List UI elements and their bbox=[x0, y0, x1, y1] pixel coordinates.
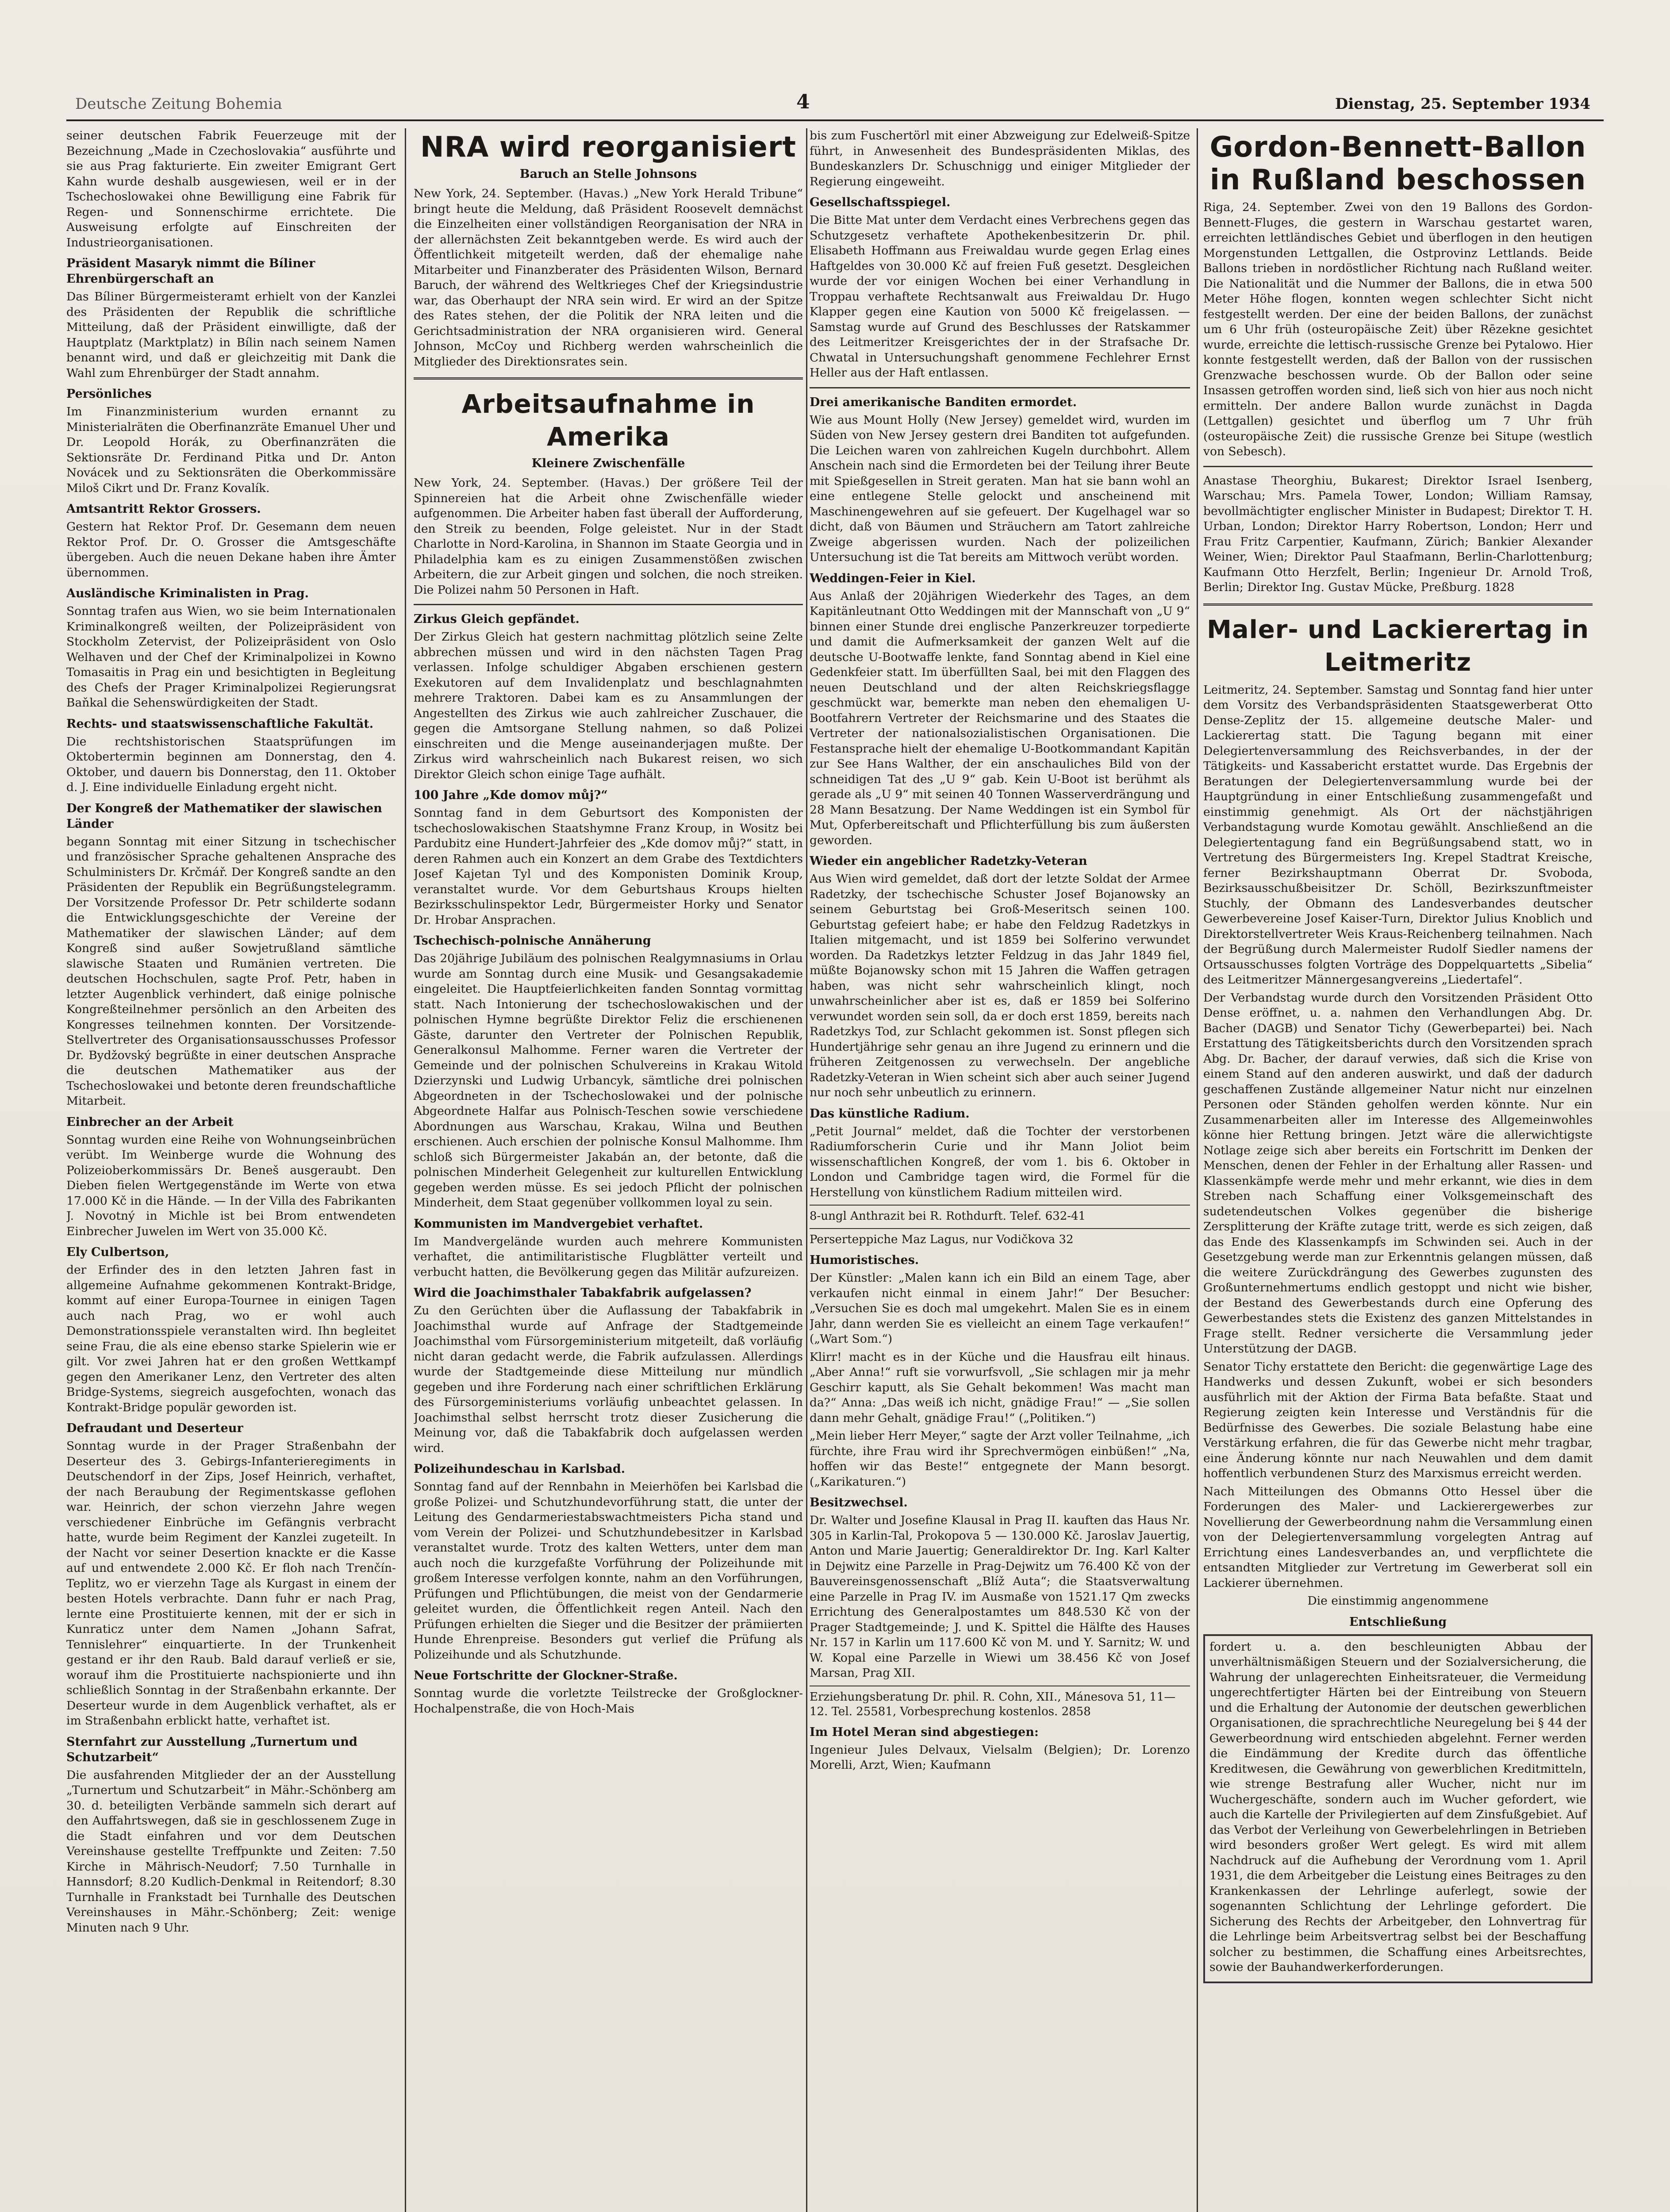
article-heading: Drei amerikanische Banditen ermordet. bbox=[810, 395, 1077, 409]
article-text: Aus Wien wird gemeldet, daß dort der letzte Soldat der Armee Radetzky, der tschechische Schuster Josef Bojanowsky an seinem Geburtstag bei Groß-Meseritsch seinen 100. Geburtstag gefeiert habe; er habe den Feldzug Radetzkys in Italien mitgemacht, und ist 1859 bei Solferino verwundet worden. Da Radetzkys letzter Feldzug in das Jahr 1849 fiel, müßte Bojanowsky schon mit 15 Jahren die Waffen getragen haben, was nicht sehr wahrscheinlich klingt, noch unwahrscheinlicher aber ist es, daß er 1859 bei Solferino verwundet worden sein soll, da er doch erst 1859, bereits nach Radetzkys Tod, zur Schlacht gekommen ist. Sonst pflegen sich Hundertjährige sehr genau an ihre Jugend zu erinnern und die früheren Zeitgenossen zu verwechseln. Der angebliche Radetzky-Veteran in Wien scheint sich aber auch seiner Jugend nur noch sehr unbeutlich zu erinnern. bbox=[810, 872, 1190, 1099]
article-heading: Das künstliche Radium. bbox=[810, 1106, 970, 1121]
article-heading: Ausländische Kriminalisten in Prag. bbox=[66, 587, 309, 600]
classified-ad: Erziehungsberatung Dr. phil. R. Cohn, XII., Mánesova 51, 11—12. Tel. 25581, Vorbesprechung kostenlos. 2858 bbox=[810, 1686, 1190, 1719]
article-heading: Zirkus Gleich gepfändet. bbox=[414, 612, 580, 626]
article-heading: Amtsantritt Rektor Grossers. bbox=[66, 502, 261, 516]
article-heading: Polizeihundeschau in Karlsbad. bbox=[414, 1462, 626, 1476]
headline: Maler- und Lackierertag in Leitmeritz bbox=[1207, 615, 1589, 677]
headline: NRA wird reorganisiert bbox=[420, 131, 796, 164]
article-text: Klirr! macht es in der Küche und die Hausfrau eilt hinaus. „Aber Anna!“ ruft sie vorwurfsvoll, „Sie schlagen mir ja mehr Geschirr kaputt, als Sie Gehalt bekommen! Was macht man da?“ Anna: „Das weiß ich nicht, gnädige Frau!“ — „Sie sollen dann mehr Gehalt, gnädige Frau!“ („Politiken.“) bbox=[810, 1350, 1190, 1425]
article-heading: Entschließung bbox=[1349, 1615, 1447, 1629]
article-text: Gestern hat Rektor Prof. Dr. Gesemann dem neuen Rektor Prof. Dr. O. Grosser die Amtsgeschäfte übergeben. Auch die neuen Dekane haben ihre Ämter übernommen. bbox=[66, 520, 396, 580]
article-text: Nach Mitteilungen des Obmanns Otto Hessel über die Forderungen des Maler- und Lackierergewerbes zur Novellierung der Gewerbeordnung nahm die Versammlung einen von der Delegiertenversammlung vorgelegten Antrag auf Errichtung eines Landesverbandes an, und verpflichtete die entsandten Mitglieder zur Vertretung im Gewerberat soll ein Lackierer übernehmen. bbox=[1203, 1484, 1593, 1590]
article-heading: Kommunisten im Mandvergebiet verhaftet. bbox=[414, 1217, 703, 1231]
article-text: Das Bíliner Bürgermeisteramt erhielt von der Kanzlei des Präsidenten der Republik die schriftliche Mitteilung, daß der Präsident einwilligte, daß der Hauptplatz (Marktplatz) in Bílin nach seinem Namen benannt wird, und daß er gleichzeitig mit Dank die Wahl zum Ehrenbürger der Stadt annahm. bbox=[66, 290, 396, 380]
article-text: Sonntag fand in dem Geburtsort des Komponisten der tschechoslowakischen Staatshymne Franz Kroup, in Wositz bei Pardubitz eine Hundert-Jahrfeier des „Kde domov můj?“ statt, in deren Rahmen auch ein Konzert an dem Grabe des Textdichters Josef Kajetan Tyl und des Komponisten Dominik Kroup, veranstaltet wurde. Vor dem Geburtshaus Kroups hielten Bezirksschulinspektor Ledr, Bürgermeister Horky und Senator Dr. Hrobar Ansprachen. bbox=[414, 806, 803, 927]
article-text: Ingenieur Jules Delvaux, Vielsalm (Belgien); Dr. Lorenzo Morelli, Arzt, Wien; Kaufmann bbox=[810, 1743, 1190, 1772]
article-text: Die rechtshistorischen Staatsprüfungen im Oktobertermin beginnen am Donnerstag, den 4. Oktober, und dauern bis Donnerstag, den 11. Oktober d. J. Eine individuelle Einladung ergeht nicht. bbox=[66, 734, 396, 794]
article-text: New York, 24. September. (Havas.) Der größere Teil der Spinnereien hat die Arbeit ohne Zwischenfälle wieder aufgenommen. Die Arbeiter haben fast überall der Aufforderung, den Streik zu beenden, Folge geleistet. Nur in der Stadt Charlotte in Nord-Karolina, in Shannon im Staate Georgia und in Philadelphia kam es zu einigen Zusammenstößen zwischen Arbeitern, die zur Arbeit gingen und solchen, die noch streiken. Die Polizei nahm 50 Personen in Haft. bbox=[414, 476, 803, 597]
column-1 bbox=[66, 128, 396, 2212]
article-text: begann Sonntag mit einer Sitzung in tschechischer und französischer Sprache gehaltenen Ansprache des Schulministers Dr. Krčmář. Der Kongreß sandte an den Präsidenten der Republik ein Begrüßungstelegramm. Der Vorsitzende Professor Dr. Petr schilderte sodann die Entwicklungsgeschichte der Vereine der Mathematiker der slawischen Länder; auf dem Kongreß sind außer Sowjetrußland sämtliche slawische Staaten und Rumänien vertreten. Die deutschen Hochschulen, sagte Prof. Petr, haben in letzter Augenblick verhindert, daß einige polnische Kongreßteilnehmer persönlich an den Arbeiten des Kongresses teilnehmen konnten. Der Vorsitzende-Stellvertreter des Organisationsausschusses Professor Dr. Bydžovský begrüßte in einer deutschen Ansprache die deutschen Mathematiker aus der Tschechoslowakei und betonte deren freundschaftliche Mitarbeit. bbox=[66, 834, 396, 1108]
page-number: 4 bbox=[796, 91, 810, 113]
article-heading: Tschechisch-polnische Annäherung bbox=[414, 934, 651, 948]
article-heading: Wird die Joachimsthaler Tabakfabrik aufgelassen? bbox=[414, 1286, 752, 1300]
column-4 bbox=[1203, 128, 1593, 2212]
article-text: seiner deutschen Fabrik Feuerzeuge mit der Bezeichnung „Made in Czechoslovakia“ ausführte und sie aus Prag fakturierte. Ein zweiter Emigrant Gert Kahn wurde deshalb ausgewiesen, weil er in der Tschechoslowakei ohne Bewilligung eine Fabrik für Regen- und Sonnenschirme errichtete. Die Ausweisung erfolgte auf Einschreiten der Industrieorganisationen. bbox=[66, 129, 396, 250]
section-rule bbox=[414, 377, 803, 380]
article-text: New York, 24. September. (Havas.) „New York Herald Tribune“ bringt heute die Meldung, daß Präsident Roosevelt demnächst die Einzelheiten einer vollständigen Reorganisation der NRA in der allernächsten Zeit bekanntgeben werde. Es wird auch der Öffentlichkeit mitgeteilt werden, daß der ehemalige nahe Mitarbeiter und Finanzberater des Präsidenten Wilson, Bernard Baruch, der während des Weltkrieges Chef der Kriegsindustrie war, das Oberhaupt der NRA sein wird. Er wird an der Spitze des Rates stehen, der die Politik der NRA leiten und die Gerichtsadministration der NRA organisieren wird. General Johnson, McCoy und Richberg werden wahrscheinlich die Mitglieder des Direktionsrates sein. bbox=[414, 187, 803, 369]
article-text: Der Verbandstag wurde durch den Vorsitzenden Präsident Otto Dense eröffnet, u. a. nahmen den Verhandlungen Abg. Dr. Bacher (DAGB) und Senator Tichy (Gewerbepartei) bei. Nach Erstattung des Tätigkeitsberichts durch den Vorsitzenden sprach Abg. Dr. Bacher, der darauf verwies, daß sich die Krise von einem Stand auf den anderen auswirkt, und daß der dadurch geschaffenen Zustände allgemeiner Natur nicht nur einzelnen Personen oder Ständen geholfen werden könnte. Nur ein Zusammenarbeiten aller im Interesse des Allgemeinwohles könne hier Rettung bringen. Jetzt wäre die allerwichtigste Notlage zeige sich aber bereits ein Fortschritt im Denken der Menschen, denen der Fehler in der Erhaltung aller Rassen- und Klassenkämpfe werde mehr und mehr erkannt, wie dies in dem Streben nach Schaffung einer Volksgemeinschaft des sudetendeutschen Volkes gegenüber die bisherige Zersplitterung der Kräfte zutage tritt, werde es sich zeigen, daß das Ende des Klassenkampfs im Schwinden sei. Auch in der Gesetzgebung werde man zur Erkenntnis gelangen müssen, daß die weitere Zurückdrängung des Gewerbes zugunsten des Großunternehmertums endlich gestoppt und nicht wie bisher, der Bestand des Gewerbestands durch eine Opferung des Gewerbestandes stets die Existenz des ganzen Mittelstandes in Frage stellt. Redner versicherte die Versammlung jeder Unterstützung der DAGB. bbox=[1203, 991, 1593, 1356]
classified-ad: 8-ungl Anthrazit bei R. Rothdurft. Telef. 632-41 bbox=[810, 1205, 1190, 1224]
masthead-left: Deutsche Zeitung Bohemia bbox=[75, 95, 282, 113]
article-heading: Persönliches bbox=[66, 387, 152, 401]
article-text: bis zum Fuschertörl mit einer Abzweigung zur Edelweiß-Spitze führt, in Anwesenheit des Bundespräsidenten Miklas, des Bundeskanzlers Dr. Schuschnigg und einiger Mitglieder der Regierung eingeweiht. bbox=[810, 129, 1190, 188]
article-text: Aus Anlaß der 20jährigen Wiederkehr des Tages, an dem Kapitänleutnant Otto Weddingen mit der Mannschaft von „U 9“ binnen einer Stunde drei englische Panzerkreuzer torpedierte und damit die Aufmerksamkeit der ganzen Welt auf die deutsche U-Bootwaffe lenkte, fand Sonntag abend in Kiel eine Gedenkfeier statt. Im überfüllten Saal, bei mit den Flaggen des neuen Deutschland und der alten Reichskriegsflagge geschmückt war, bemerkte man neben den ehemaligen U-Bootfahrern Vertreter der Reichsmarine und des Staates die Vertreter der nationalsozialistischen Organisationen. Die Festansprache hielt der ehemalige U-Bootkommandant Kapitän zur See Hans Walther, der ein anschauliches Bild von der schneidigen Tat des „U 9“ gab. Kein U-Boot ist berühmt als gerade als „U 9“ mit seinen 40 Tonnen Wasserverdrängung und 28 Mann Besatzung. Der Name Weddingen ist ein Symbol für Mut, Opferbereitschaft und Pflichterfüllung bis zum äußersten geworden. bbox=[810, 589, 1190, 847]
article-heading: Ely Culbertson, bbox=[66, 1245, 169, 1259]
section-rule bbox=[1203, 466, 1593, 467]
article-heading: Besitzwechsel. bbox=[810, 1496, 908, 1509]
article-heading: Weddingen-Feier in Kiel. bbox=[810, 571, 976, 585]
article-text: Der Künstler: „Malen kann ich ein Bild an einem Tage, aber verkaufen nicht einmal in einem Jahr!“ Der Besucher: „Versuchen Sie es doch mal umgekehrt. Malen Sie es in einem Jahr, dann werden Sie es vielleicht an einem Tage verkaufen!“ („Wart Som.“) bbox=[810, 1271, 1190, 1346]
subheadline: Baruch an Stelle Johnsons bbox=[519, 167, 697, 181]
article-text: Die Bitte Mat unter dem Verdacht eines Verbrechens gegen das Schutzgesetz verhaftete Apothekenbesitzerin Dr. phil. Elisabeth Hoffmann aus Freiwaldau wurde gegen Erlag eines Haftgeldes von 30.000 Kč auf freien Fuß gesetzt. Desgleichen wurde der vor einigen Wochen bei einer Verhandlung in Troppau verhaftete Rechtsanwalt aus Freiwaldau Dr. Hugo Klapper gegen eine Kaution von 5000 Kč freigelassen. — Samstag wurde auf Grund des Beschlusses der Ratskammer des Leitmeritzer Kreisgerichtes der in der Strafsache Dr. Chwatal in Untersuchungshaft genommene Fechlehrer Ernst Heller aus der Haft entlassen. bbox=[810, 213, 1190, 380]
subheadline: Kleinere Zwischenfälle bbox=[531, 457, 685, 470]
article-text: „Mein lieber Herr Meyer,“ sagte der Arzt voller Teilnahme, „ich fürchte, ihre Frau wird ihr Sprechvermögen einbüßen!“ „Na, hoffen wir das Beste!“ entgegnete der Mann besorgt. („Karikaturen.“) bbox=[810, 1429, 1190, 1489]
article-heading: Rechts- und staatswissenschaftliche Fakultät. bbox=[66, 717, 374, 731]
article-text: Der Zirkus Gleich hat gestern nachmittag plötzlich seine Zelte abbrechen müssen und wird in den nächsten Tagen Prag verlassen. Infolge schuldiger Abgaben erschienen gestern Exekutoren auf dem Invalidenplatz und beschlagnahmten mehrere Traktoren. Dabei kam es zu Ansammlungen der Angestellten des Zirkus wie auch zahlreicher Zuschauer, die gegen die Amtsorgane Stellung nahmen, so daß Polizei einschreiten und die Menge auseinanderjagen mußte. Der Zirkus wird wahrscheinlich nach Bukarest reisen, wo sich Direktor Gleich schon einige Tage aufhält. bbox=[414, 630, 803, 781]
section-rule bbox=[1203, 603, 1593, 606]
article-heading: Einbrecher an der Arbeit bbox=[66, 1115, 234, 1129]
article-text: Sonntag trafen aus Wien, wo sie beim Internationalen Kriminalkongreß weilten, der Polizeipräsident von Stockholm Zetervist, der Polizeipräsident von Oslo Welhaven und der Chef der Kriminalpolizei in Kowno Tomasaitis in Prag ein und besichtigten in Begleitung des Chefs der Prager Kriminalpolizei Regierungsrat Baňkal die Sehenswürdigkeiten der Stadt. bbox=[66, 604, 396, 710]
section-rule bbox=[414, 604, 803, 605]
article-text: Die ausfahrenden Mitglieder der an der Ausstellung „Turnertum und Schutzarbeit“ in Mähr.-Schönberg am 30. d. beteiligten Verbände sammeln sich derart auf den Auffahrtswegen, daß sie in geschlossenem Zuge in die Stadt einfahren und vor dem Deutschen Vereinshause gestellte Treffpunkte und Zeiten: 7.50 Kirche in Mährisch-Neudorf; 7.50 Turnhalle in Hannsdorf; 8.20 Kudlich-Denkmal in Reitendorf; 8.30 Turnhalle in Frankstadt bei Turnhalle des Deutschen Vereinshauses in Mähr.-Schönberg; Zeit: wenige Minuten nach 9 Uhr. bbox=[66, 1768, 396, 1935]
article-heading: Gesellschaftsspiegel. bbox=[810, 196, 951, 209]
article-heading: Neue Fortschritte der Glockner-Straße. bbox=[414, 1669, 678, 1682]
article-text: Im Mandvergelände wurden auch mehrere Kommunisten verhaftet, die antimilitaristische Flugblätter verteilt und verbucht hatten, die Bevölkerung gegen das Militär aufzureizen. bbox=[414, 1234, 803, 1279]
article-text: Wie aus Mount Holly (New Jersey) gemeldet wird, wurden im Süden von New Jersey gestern drei Banditen tot aufgefunden. Die Leichen waren von zahlreichen Kugeln durchbohrt. Allem Anschein nach sind die Ermordeten bei der Teilung ihrer Beute mit Spießgesellen in Streit geraten. Man hat sie bann wohl an eine entlegene Stelle gelockt und anscheinend mit Maschinengewehren auf sie gefeuert. Der Kugelhagel war so dicht, daß von Bäumen und Sträuchern am Tatort zahlreiche Zweige abgerissen wurden. Nach der polizeilichen Untersuchung ist die Tat bereits am Mittwoch verübt worden. bbox=[810, 413, 1190, 564]
article-text: Sonntag wurde in der Prager Straßenbahn der Deserteur des 3. Gebirgs-Infanterieregiments in Deutschendorf in der Zips, Josef Heinrich, verhaftet, der nach Beraubung der Regimentskasse geflohen war. Heinrich, der schon vierzehn Jahre wegen verschiedener Einbrüche im Gefängnis verbracht hatte, wurde beim Regiment der Kanzlei zugeteilt. In der Nacht vor seiner Desertion knackte er die Kasse auf und entwendete 2.000 Kč. Er floh nach Trenčín-Teplitz, wo er vierzehn Tage als Kurgast in einem der besten Hotels verbrachte. Dann fuhr er nach Prag, lernte eine Prostituierte kennen, mit der er sich in Kunraticz unter dem Namen „Johann Safrat, Tennislehrer“ einquartierte. In der Trunkenheit gestand er ihr den Raub. Bald darauf verließ er sie, worauf ihm die Prostituierte nachspionierte und ihn schließlich Sonntag in der Straßenbahn erkannte. Der Deserteur wurde in dem Augenblick verhaftet, als er im Straßenbahn erblickt hatte, verhaftet ist. bbox=[66, 1439, 396, 1728]
article-text: Sonntag wurden eine Reihe von Wohnungseinbrüchen verübt. Im Weinberge wurde die Wohnung des Polizeioberkommissärs Dr. Beneš ausgeraubt. Den Dieben fielen Wertgegenstände im Werte von etwa 17.000 Kč in die Hände. — In der Villa des Fabrikanten J. Novotný in Michle ist bei Brom entwendeten Einbrecher Juwelen im Wert von 35.000 Kč. bbox=[66, 1133, 396, 1238]
issue-date: Dienstag, 25. September 1934 bbox=[1335, 95, 1590, 113]
article-text: „Petit Journal“ meldet, daß die Tochter der verstorbenen Radiumforscherin Curie und ihr Mann Joliot beim wissenschaftlichen Kongreß, der vom 1. bis 6. Oktober in London und Cambridge tagen wird, die Formel für die Herstellung von künstlichem Radium mitteilen wird. bbox=[810, 1124, 1190, 1199]
column-divider bbox=[1197, 128, 1198, 2212]
article-text: Zu den Gerüchten über die Auflassung der Tabakfabrik in Joachimsthal wurde auf Anfrage der Stadtgemeinde Joachimsthal vom Fürsorgeministerium mitgeteilt, daß vorläufig nicht daran gedacht werde, die Fabrik aufzulassen. Allerdings wurde der Stadtgemeinde diese Mitteilung nur mündlich gegeben und ihre Forderung nach einer schriftlichen Erklärung des Fürsorgeministeriums vorläufig unbeachtet gelassen. In Joachimsthal selbst herrscht trotz dieser Zusicherung die Meinung vor, daß die Tabakfabrik doch aufgelassen werden wird. bbox=[414, 1304, 803, 1455]
article-heading: Präsident Masaryk nimmt die Bíliner Ehrenbürgerschaft an bbox=[66, 257, 315, 286]
headline: Arbeitsaufnahme in Amerika bbox=[461, 389, 755, 452]
article-heading: Wieder ein angeblicher Radetzky-Veteran bbox=[810, 854, 1087, 868]
classified-ad: Perserteppiche Maz Lagus, nur Vodičkova 32 bbox=[810, 1228, 1190, 1247]
article-text: Dr. Walter und Josefine Klausal in Prag II. kauften das Haus Nr. 305 in Karlin-Tal, Prokopova 5 — 130.000 Kč. Jaroslav Jauertig, Anton und Marie Jauertig; Generaldirektor Dr. Ing. Karl Kalter in Dejwitz eine Parzelle in Prag-Dejwitz um 76.400 Kč von der Bauvereinsgenossenschaft „Blíž Auta“; die Staatsverwaltung eine Parzelle in Prag IV. im Ausmaße von 1521.17 Qm zwecks Errichtung des Generalpostamtes um 848.530 Kč von der Prager Stadtgemeinde; J. und K. Spittel die Hälfte des Hauses Nr. 157 in Karlin um 117.600 Kč von M. und Y. Sarnitz; W. und W. Kopal eine Parzelle in Wiewi um 38.456 Kč von Josef Marsan, Prag XII. bbox=[810, 1513, 1190, 1680]
resolution-box bbox=[1203, 1634, 1593, 1983]
article-text: Senator Tichy erstattete den Bericht: die gegenwärtige Lage des Handwerks und dessen Zukunft, wobei er sich besonders ausführlich mit der Aktion der Firma Bata befaßte. Staat und Regierung zeigten kein Interesse und Verständnis für die Bedürfnisse des Gewerbes. Die soziale Belastung habe eine Verstärkung erfahren, die für das Gewerbe nicht mehr tragbar, eine Änderung könnte nur nach Neuwahlen und dem damit hoffentlich verbundenen Sturz des Marxismus erreicht werden. bbox=[1203, 1359, 1593, 1480]
article-text: fordert u. a. den beschleunigten Abbau der unverhältnismäßigen Steuern und der Sozialversicherung, die Wahrung der unlagerechten Einheitsrateuer, die Vermeidung ungerechtfertigter Härten bei der Eintreibung von Steuern und die Erhaltung der Autonomie der deutschen gewerblichen Organisationen, die sprachrechtliche Neuregelung bei § 44 der Gewerbeordnung wird entschieden abgelehnt. Ferner werden die Eindämmung der Kredite durch das öffentliche Kreditwesen, die Gewährung von gewerblichen Kreditmitteln, wie strenge Bestrafung aller Wucher, nicht nur im Wuchergeschäfte, sondern auch im Wucher gefordert, wie auch die Kartelle der Privilegierten auf dem Zinsfußgebiet. Auf das Verbot der Verleihung von Gewerbelehrlingen in Betrieben wird besonders großer Wert gelegt. Es wird mit allem Nachdruck auf die Aufhebung der Verordnung vom 1. April 1931, die dem Arbeitgeber die Leistung eines Beitrages zu den Krankenkassen der Lehrlinge auferlegt, sowie der sogenannten Schlichtung der Lehrlinge gefordert. Die Sicherung des Rechts der Arbeitgeber, den Lohnvertrag für die Lehrlinge beim Arbeitsvertrag selbst bei der Beschaffung solcher zu bestimmen, die Schaffung eines Arbeitsrechtes, sowie der Bauhandwerkerforderungen. bbox=[1209, 1640, 1586, 1974]
article-heading: Sternfahrt zur Ausstellung „Turnertum und Schutzarbeit“ bbox=[66, 1735, 357, 1764]
article-text: Riga, 24. September. Zwei von den 19 Ballons des Gordon-Bennett-Fluges, die gestern in Warschau gestartet waren, erreichten lettländisches Gebiet und überflogen in den heutigen Morgenstunden Lettgallen, die Ostprovinz Lettlands. Beide Ballons trieben in nordöstlicher Richtung nach Rußland weiter. Die Nationalität und die Nummer der Ballons, die in etwa 500 Meter Höhe flogen, konnten wegen schlechter Sicht nicht festgestellt werden. Der eine der beiden Ballons, der zunächst um 6 Uhr früh (osteuropäische Zeit) über Rēzekne gesichtet wurde, erreichte die lettisch-russische Grenze bei Pytalowo. Hier konnte festgestellt werden, daß der Ballon von der russischen Grenzwache beschossen wurde. Ob der Ballon oder seine Insassen getroffen worden sind, ließ sich von hier aus noch nicht ermitteln. Der andere Ballon wurde zunächst in Dagda (Lettgallen) gesichtet und überflog um 7 Uhr früh (osteuropäische Zeit) die russische Grenze bei Situpe (westlich von Sebesch). bbox=[1203, 200, 1593, 458]
article-heading: 100 Jahre „Kde domov můj?“ bbox=[414, 788, 608, 802]
article-text: Sonntag wurde die vorletzte Teilstrecke der Großglockner-Hochalpenstraße, die von Hoch-Mais bbox=[414, 1686, 803, 1716]
article-text: Leitmeritz, 24. September. Samstag und Sonntag fand hier unter dem Vorsitz des Verbandspräsidenten Staatsgewerberat Otto Dense-Zeplitz der 15. allgemeine deutsche Maler- und Lackierertag statt. Die Tagung begann mit einer Delegiertenversammlung des Reichsverbandes, in der der Tätigkeits- und Kassabericht erstattet wurde. Das Ergebnis der Beratungen der Delegiertenversammlung wurde bei der Hauptgründung in einer Entschließung zusammengefaßt und einstimmig genehmigt. Als Ort der nächstjährigen Verbandstagung wurde Komotau gewählt. Anschließend an die Delegiertentagung fand ein Begrüßungsabend statt, wo in Vertretung des Bürgermeisters Ing. Krepel Stadtrat Kreische, ferner Bezirkshauptmann Oberrat Dr. Svoboda, Bezirksausschußbeisitzer Dr. Schöll, Bezirkszunftmeister Stuchly, der Obmann des Landesverbandes deutscher Gewerbevereine Josef Kaiser-Turn, Direktor Julius Knoblich und Direktorstellvertreter Weis Kraus-Reichenberg teilnahmen. Nach der Begrüßung durch Malermeister Rudolf Siedler namens der Ortsausschusses folgten Vorträge des Doppelquartetts „Sibelia“ des Leitmeritzer Männergesangvereins „Liedertafel“. bbox=[1203, 683, 1593, 987]
header-rule bbox=[66, 119, 1604, 121]
article-text: Die einstimmig angenommene bbox=[1307, 1594, 1489, 1608]
article-heading: Im Hotel Meran sind abgestiegen: bbox=[810, 1725, 1039, 1739]
column-2 bbox=[414, 128, 803, 2212]
column-3 bbox=[810, 128, 1190, 2212]
article-text: Das 20jährige Jubiläum des polnischen Realgymnasiums in Orlau wurde am Sonntag durch eine Musik- und Gesangsakademie eingeleitet. Die Hauptfeierlichkeiten fanden Sonntag vormittag statt. Nach Intonierung der tschechoslowakischen und der polnischen Hymne begrüßte Direktor Feliz die erschienenen Gäste, darunter den Vertreter der Polnischen Republik, Generalkonsul Malhomme. Ferner waren die Vertreter der Gemeinde und der polnischen Schulvereins in Krakau Witold Dzierzynski und Ludwig Urbancyk, sämtliche drei polnischen Abgeordneten in der Tschechoslowakei und der polnische Abgeordnete Halfar aus Polnisch-Teschen sowie verschiedene Abordnungen aus Warschau, Krakau, Wilna und Beuthen erschienen. Auch erschien der polnische Konsul Malhomme. Ihm schloß sich Bürgermeister Jakabán an, der betonte, daß die polnischen Minderheit Gelegenheit zur kulturellen Entwicklung gegeben werden müsse. Es sei jedoch Pflicht der polnischen Minderheit, dem Staat gegenüber vollkommen loyal zu sein. bbox=[414, 952, 803, 1210]
headline: Gordon-Bennett-Ballon in Rußland beschossen bbox=[1209, 131, 1586, 196]
column-divider bbox=[806, 128, 807, 2212]
article-text: der Erfinder des in den letzten Jahren fast in allgemeine Aufnahme gekommenen Kontrakt-Bridge, kommt auf einer Europa-Tournee in einigen Tagen auch nach Prag, wo er wohl auch Demonstrationsspiele veranstalten wird. Ihn begleitet seine Frau, die als eine ebenso starke Spielerin wie er gilt. Vor zwei Jahren hat er den großen Wettkampf gegen den Amerikaner Lenz, den Vertreter des alten Bridge-Systems, siegreich ausgefochten, wonach das Kontrakt-Bridge populär geworden ist. bbox=[66, 1263, 396, 1414]
section-rule bbox=[810, 387, 1190, 388]
column-divider bbox=[405, 128, 406, 2212]
article-text: Sonntag fand auf der Rennbahn in Meierhöfen bei Karlsbad die große Polizei- und Schutzhundevorführung statt, die unter der Leitung des Gendarmeriestabswachtmeisters Picha stand und vom Verein der Polizei- und Schutzhundebesitzer in Karlsbad veranstaltet wurde. Trotz des kalten Wetters, unter dem man auch noch die kurzgefaßte Vorführung der Polizeihunde mit großem Interesse verfolgen konnte, nahm an den Vorführungen, Prüfungen und Pflichtübungen, die meist von der Gendarmerie geleitet wurden, die Öffentlichkeit regen Anteil. Nach den Prüfungen erhielten die Sieger und die Besitzer der prämiierten Hunde Ehrenpreise. Besonders gut verlief die Prüfung als Polizeihunde und als Schutzhunde. bbox=[414, 1480, 803, 1662]
article-heading: Defraudant und Deserteur bbox=[66, 1421, 243, 1435]
article-heading: Der Kongreß der Mathematiker der slawischen Länder bbox=[66, 801, 382, 831]
article-text: Im Finanzministerium wurden ernannt zu Ministerialräten die Oberfinanzräte Emanuel Uher und Dr. Leopold Horák, zu Oberfinanzräten die Sektionsräte Dr. Ferdinand Pitka und Dr. Anton Novácek und zu Sektionsräten die Oberkommissäre Miloš Cikrt und Dr. Franz Kovalík. bbox=[66, 405, 396, 495]
article-text: Anastase Theorghiu, Bukarest; Direktor Israel Isenberg, Warschau; Mrs. Pamela Tower, London; William Ramsay, bevollmächtigter englischer Minister in Budapest; Direktor T. H. Urban, London; Direktor Harry Robertson, London; Herr und Frau Fritz Carpentier, Kaufmann, Zürich; Bankier Alexander Weiner, Wien; Direktor Paul Staafmann, Berlin-Charlottenburg; Kaufmann Otto Herzfelt, Berlin; Ingenieur Dr. Arnold Troß, Berlin; Direktor Ing. Gustav Mücke, Preßburg. 1828 bbox=[1203, 473, 1593, 594]
article-heading: Humoristisches. bbox=[810, 1253, 919, 1267]
